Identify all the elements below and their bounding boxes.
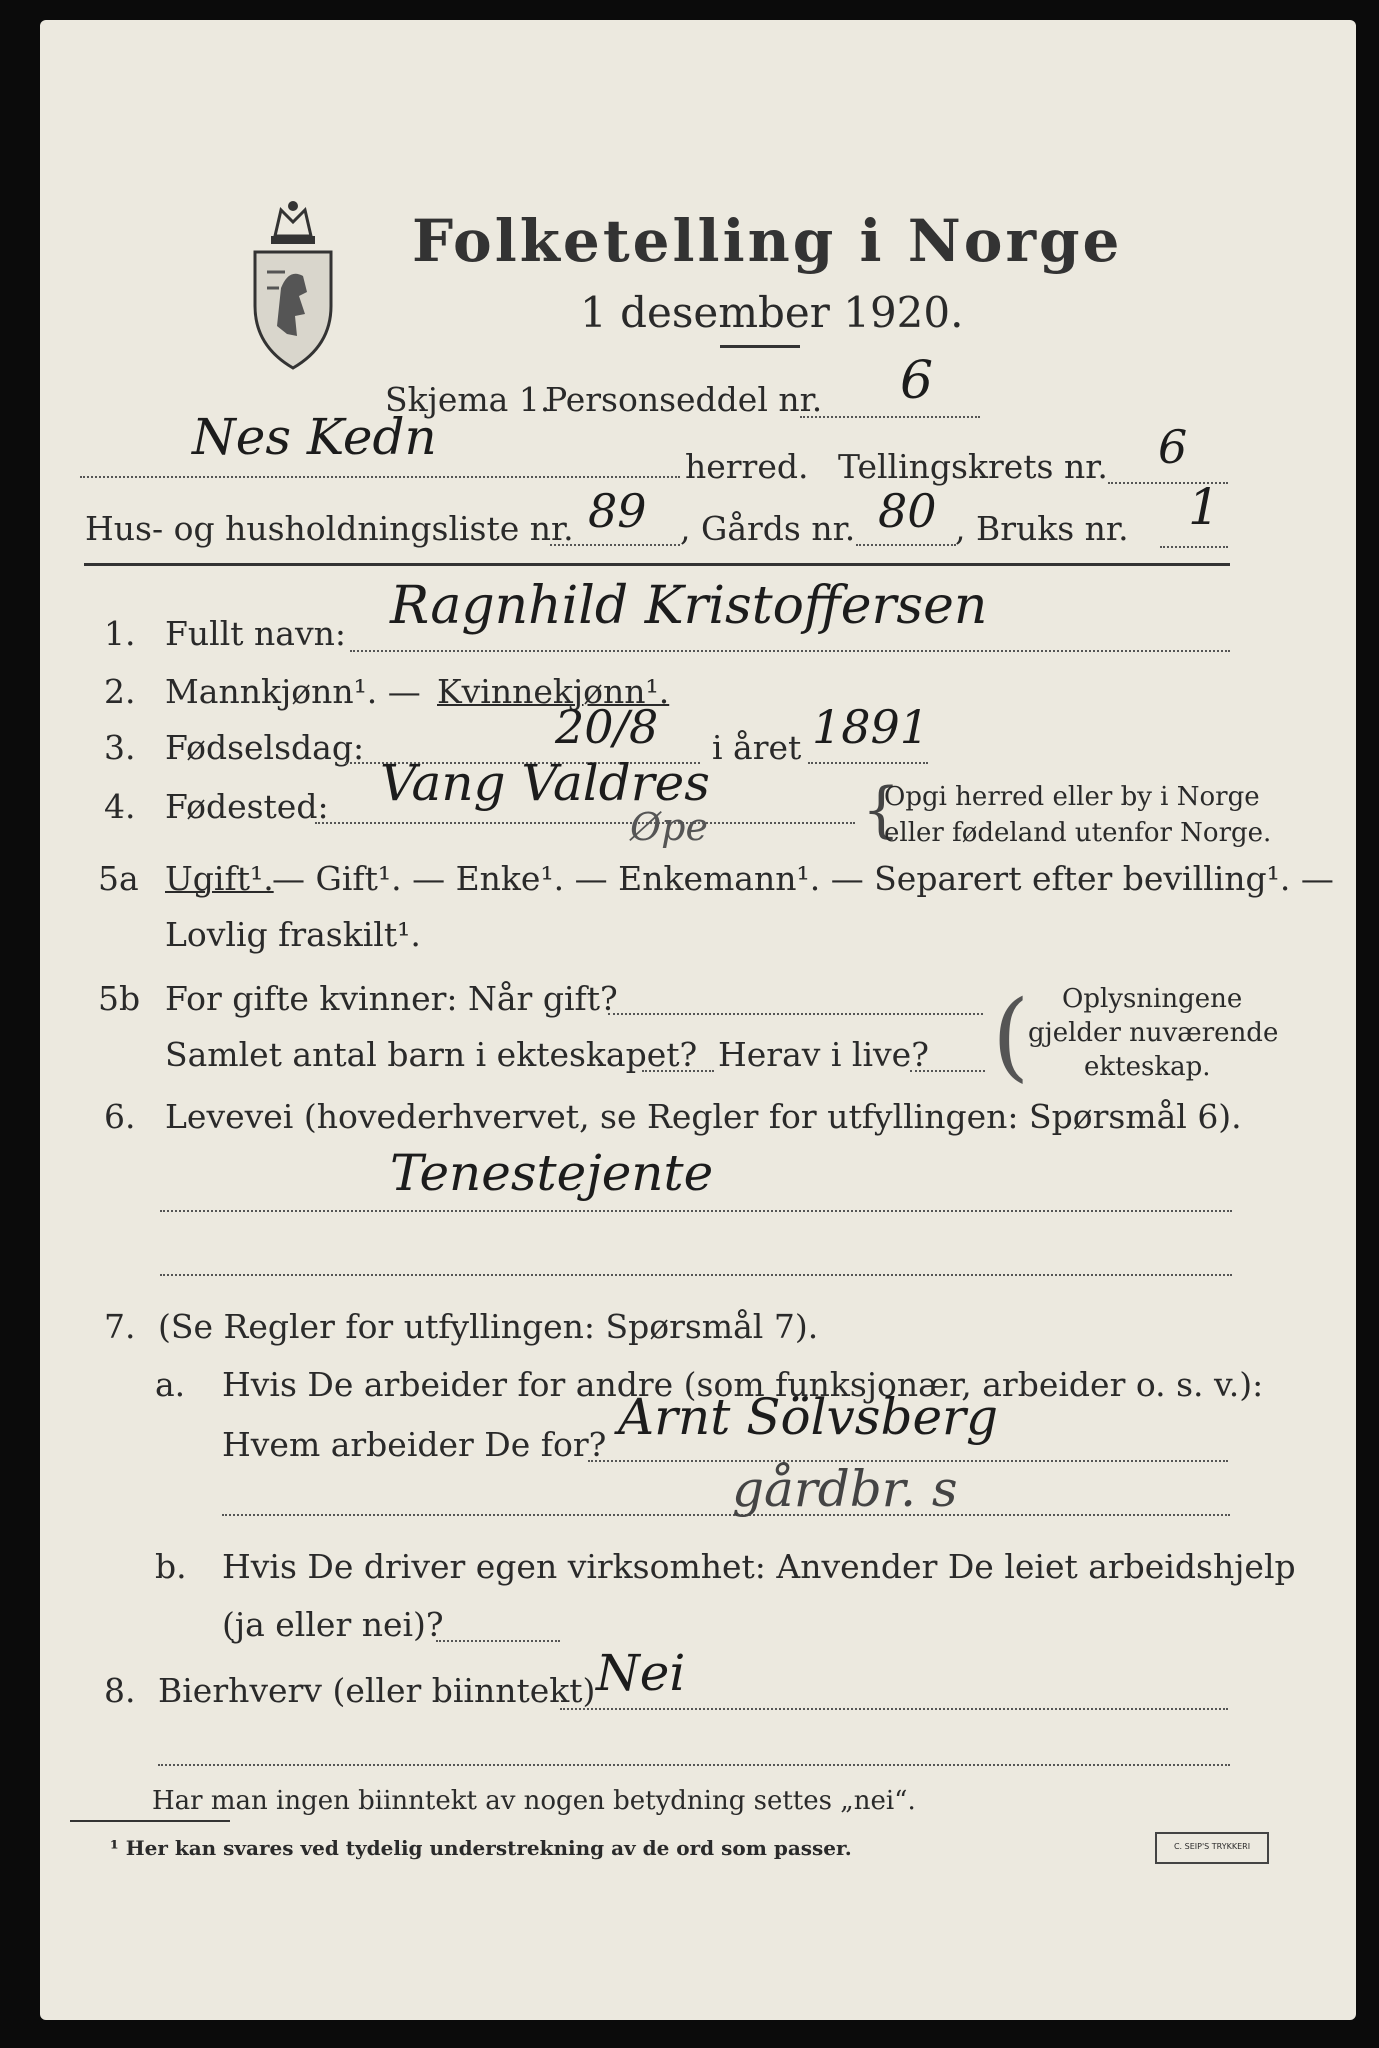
title-divider [720, 345, 800, 348]
q1-full-name: Ragnhild Kristoffersen [390, 576, 988, 636]
tellingskrets-label: Tellingskrets nr. [838, 447, 1108, 486]
q5b-line2-a: Samlet antal barn i ekteskapet? [165, 1035, 698, 1074]
q2-kvinne: Kvinnekjønn¹. [437, 672, 670, 711]
footnote: ¹ Her kan svares ved tydelig understrekning av de ord som passer. [110, 1836, 852, 1860]
q7b-label: Hvis De driver egen virksomhet: Anvender De leiet arbeidshjelp [222, 1547, 1296, 1586]
hus-label: Hus- og husholdningsliste nr. [85, 509, 574, 548]
q2-mann: Mannkjønn¹. — [165, 672, 421, 711]
gards-label: , Gårds nr. [680, 509, 856, 548]
header-divider [84, 563, 1230, 566]
q6-occupation: Tenestejente [390, 1144, 714, 1202]
q7a-label: Hvis De arbeider for andre (som funksjonær, arbeider o. s. v.): [222, 1365, 1264, 1404]
q5b-label: For gifte kvinner: Når gift? [165, 979, 618, 1018]
q5a-ugift: Ugift¹. [165, 859, 274, 898]
q4-note-2: eller fødeland utenfor Norge. [884, 818, 1272, 848]
tellingskrets-value: 6 [1158, 420, 1188, 474]
q5a-options: — Gift¹. — Enke¹. — Enkemann¹. — Separert efter bevilling¹. — [272, 859, 1334, 898]
q8-label: Bierhverv (eller biinntekt) [158, 1671, 596, 1710]
q6-label: Levevei (hovederhvervet, se Regler for utfyllingen: Spørsmål 6). [165, 1097, 1242, 1136]
printer-stamp: C. SEIP'S TRYKKERI [1155, 1832, 1269, 1864]
q4-note-1: Opgi herred eller by i Norge [884, 782, 1260, 812]
q1-label: Fullt navn: [165, 614, 346, 653]
q5b-note-1: Oplysningene [1062, 984, 1243, 1014]
q7a-employer: Arnt Sölvsberg [618, 1388, 998, 1446]
q8-side-income: Nei [596, 1644, 686, 1702]
footer-note: Har man ingen biinntekt av nogen betydning settes „nei“. [152, 1786, 916, 1816]
q4-birthplace-extra: Øpe [630, 805, 708, 849]
q3-label: Fødselsdag: [165, 728, 365, 767]
q4-label: Fødested: [165, 787, 329, 826]
q5b-note-3: ekteskap. [1084, 1052, 1211, 1082]
q4-birthplace: Vang Valdres [380, 754, 710, 812]
q7b-line2: (ja eller nei)? [222, 1605, 444, 1644]
q5a-line2: Lovlig fraskilt¹. [165, 915, 421, 954]
gards-value: 80 [878, 484, 937, 538]
q3-year-label: i året [712, 728, 802, 767]
q3-birthyear: 1891 [812, 700, 930, 754]
q7-label: (Se Regler for utfyllingen: Spørsmål 7). [158, 1307, 819, 1346]
herred-value: Nes Kedn [192, 408, 437, 466]
census-date: 1 desember 1920. [580, 288, 964, 337]
personseddel-value: 6 [900, 351, 934, 411]
q3-birthdate: 20/8 [555, 700, 659, 754]
bruks-label: , Bruks nr. [955, 509, 1129, 548]
q7a-employer-detail: gårdbr. s [732, 1460, 958, 1518]
bruks-value: 1 [1188, 478, 1220, 536]
q5b-note-2: gjelder nuværende [1028, 1018, 1279, 1048]
census-form: Folketelling i Norge 1 desember 1920. Skjema 1. Personseddel nr. 6 Nes Kedn herred. Tellingskrets nr. 6 Hus- og husholdningsliste nr. 89 , Gårds nr. 80 , Bruks nr. 1 1. Fullt navn: Ragnhild Kristoffersen 2. Mannkjønn¹. — Kvinnekjønn¹. 3. Fødselsdag: 20/8 i året 1891 4. Fødested: Vang Valdres Øpe { Opgi herred eller by i Norge eller fødeland utenfor Norge. 5a Ugift¹. — Gift¹. — Enke¹. — Enkemann¹. — Separert efter bevilling¹. — Lovlig fraskilt¹. 5b For gifte kvinner: Når gift? Samlet antal barn i ekteskapet? Herav i live? ( Oplysningene gjelder nuværende ekteskap. 6. Levevei (hovederhvervet, se Regler for utfyllingen: Spørsmål 6). Tenestejente 7. (Se Regler for utfyllingen: Spørsmål 7). a. Hvis De arbeider for andre (som funksjonær, arbeider o. s. v.): Hvem arbeider De for? Arnt Sölvsberg gårdbr. s b. Hvis De driver egen virksomhet: Anvender De leiet arbeidshjelp (ja eller nei)? 8. Bierhverv (eller biinntekt) Nei Har man ingen biinntekt av nogen betydning settes „nei“. ¹ Her kan svares ved tydelig understrekning av de ord som passer. C. SEIP'S TRYKKERI [40, 20, 1356, 2020]
herred-label: herred. [685, 447, 809, 486]
hus-value: 89 [588, 484, 647, 538]
skjema-label: Skjema 1. [385, 380, 551, 419]
q5b-line2-b: Herav i live? [718, 1035, 929, 1074]
personseddel-label: Personseddel nr. [545, 380, 823, 419]
form-title: Folketelling i Norge [412, 207, 1123, 275]
norway-coat-of-arms-icon [245, 196, 341, 376]
q7a-line2: Hvem arbeider De for? [222, 1425, 607, 1464]
